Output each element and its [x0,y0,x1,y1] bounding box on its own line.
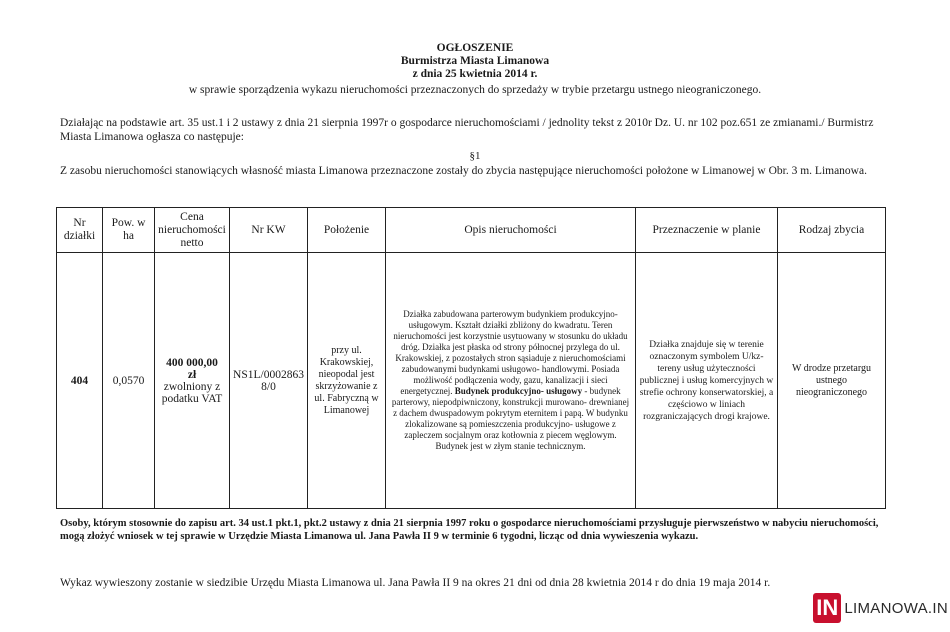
price-unit: zł [187,368,197,381]
intro-paragraph: Działając na podstawie art. 35 ust.1 i 2 ustawy z dnia 21 sierpnia 1997r o gospodarce nieruchomościami / jednolity tekst z 2010r Dz. U. nr 102 poz.651 ze zmianami./ Burmistrz Miasta Limanowa ogłasza co następuje: [60,117,874,143]
logo-text: LIMANOWA.IN [844,599,948,617]
price-note: zwolniony z podatku VAT [161,380,223,405]
logo-mark: IN [813,593,841,623]
cell-polozenie: przy ul. Krakowskiej, nieopodal jest skrzyżowanie z ul. Fabryczną w Limanowej [308,253,386,509]
announcement-subject: w sprawie sporządzenia wykazu nieruchomości przeznaczonych do sprzedaży w trybie przetargu ustnego nieograniczonego. [188,84,762,96]
cell-opis [386,253,636,509]
table-header-row [57,208,886,253]
header-kw: Nr KW [230,208,308,253]
section-marker: §1 [469,150,481,162]
property-table [56,207,886,509]
header-opis: Opis nieruchomości [386,208,636,253]
cell-kw: NS1L/00028638/0 [230,253,308,509]
header-polozenie: Położenie [308,208,386,253]
cell-rodzaj: W drodze przetargu ustnego nieograniczonego [778,253,886,509]
price-value: 400 000,00 [166,356,218,369]
site-logo[interactable] [813,588,948,628]
opis-bold: Budynek produkcyjno- usługowy [454,386,583,396]
header-przeznaczenie: Przeznaczenie w planie [636,208,778,253]
section-paragraph: Z zasobu nieruchomości stanowiących własność miasta Limanowa przeznaczone zostały do zbycia następujące nieruchomości położone w Limanowej w Obr. 3 m. Limanowa. [60,165,867,177]
announcement-issuer: Burmistrza Miasta Limanowa [400,55,550,67]
cell-nr: 404 [57,253,103,509]
table-row [57,253,886,509]
cell-pow: 0,0570 [103,253,155,509]
priority-note: Osoby, którym stosownie do zapisu art. 34 ust.1 pkt.1, pkt.2 ustawy z dnia 21 sierpnia 1997 roku o gospodarce nieruchomościami przysługuje pierwszeństwo w nabyciu nieruchomości, mogą złożyć wniosek w tej sprawie w Urzędzie Miasta Limanowa ul. Jana Pawła II 9 w terminie 6 tygodni, licząc od dnia wywieszenia wykazu. [60,518,879,542]
announcement-date: z dnia 25 kwietnia 2014 r. [412,68,538,80]
announcement-title: OGŁOSZENIE [436,42,514,54]
header-nr: Nr działki [57,208,103,253]
header-cena: Cena nieruchomości netto [155,208,230,253]
footer-text: Wykaz wywieszony zostanie w siedzibie Urzędu Miasta Limanowa ul. Jana Pawła II 9 na okres 21 dni od dnia 28 kwietnia 2014 r do dnia 19 maja 2014 r. [60,577,771,589]
cell-cena [155,253,230,509]
cell-przeznaczenie: Działka znajduje się w terenie oznaczonym symbolem U/kz- tereny usług użyteczności publicznej i usług komercyjnych w strefie ochrony konserwatorskiej, a częściowo w liniach rozgraniczających drogi krajowe. [636,253,778,509]
header-pow: Pow. w ha [103,208,155,253]
opis-text-1: Działka zabudowana parterowym budynkiem produkcyjno- usługowym. Kształt działki zbliżony do kwadratu. Teren nieruchomości jest korzystnie usytuowany w stosunku do układu dróg. Działka jest płaska od strony północnej przylega do ul. Krakowskiej, z pozostałych stron sąsiaduje z nieruchomościami zabudowanymi budynkami usługowo- handlowymi. Posiada możliwość podłączenia wody, gazu, kanalizacji i sieci energetycznej. [393,309,628,396]
header-rodzaj: Rodzaj zbycia [778,208,886,253]
opis-text-2: - budynek parterowy, niepodpiwniczony, konstrukcji murowano- drewnianej z dachem dwuspadowym pokrytym eternitem i papą. W budynku zlokalizowane są pomieszczenia produkcyjno- usługowe z zapleczem socjalnym oraz kotłownia z piecem węglowym. Budynek jest w złym stanie technicznym. [391,386,630,451]
